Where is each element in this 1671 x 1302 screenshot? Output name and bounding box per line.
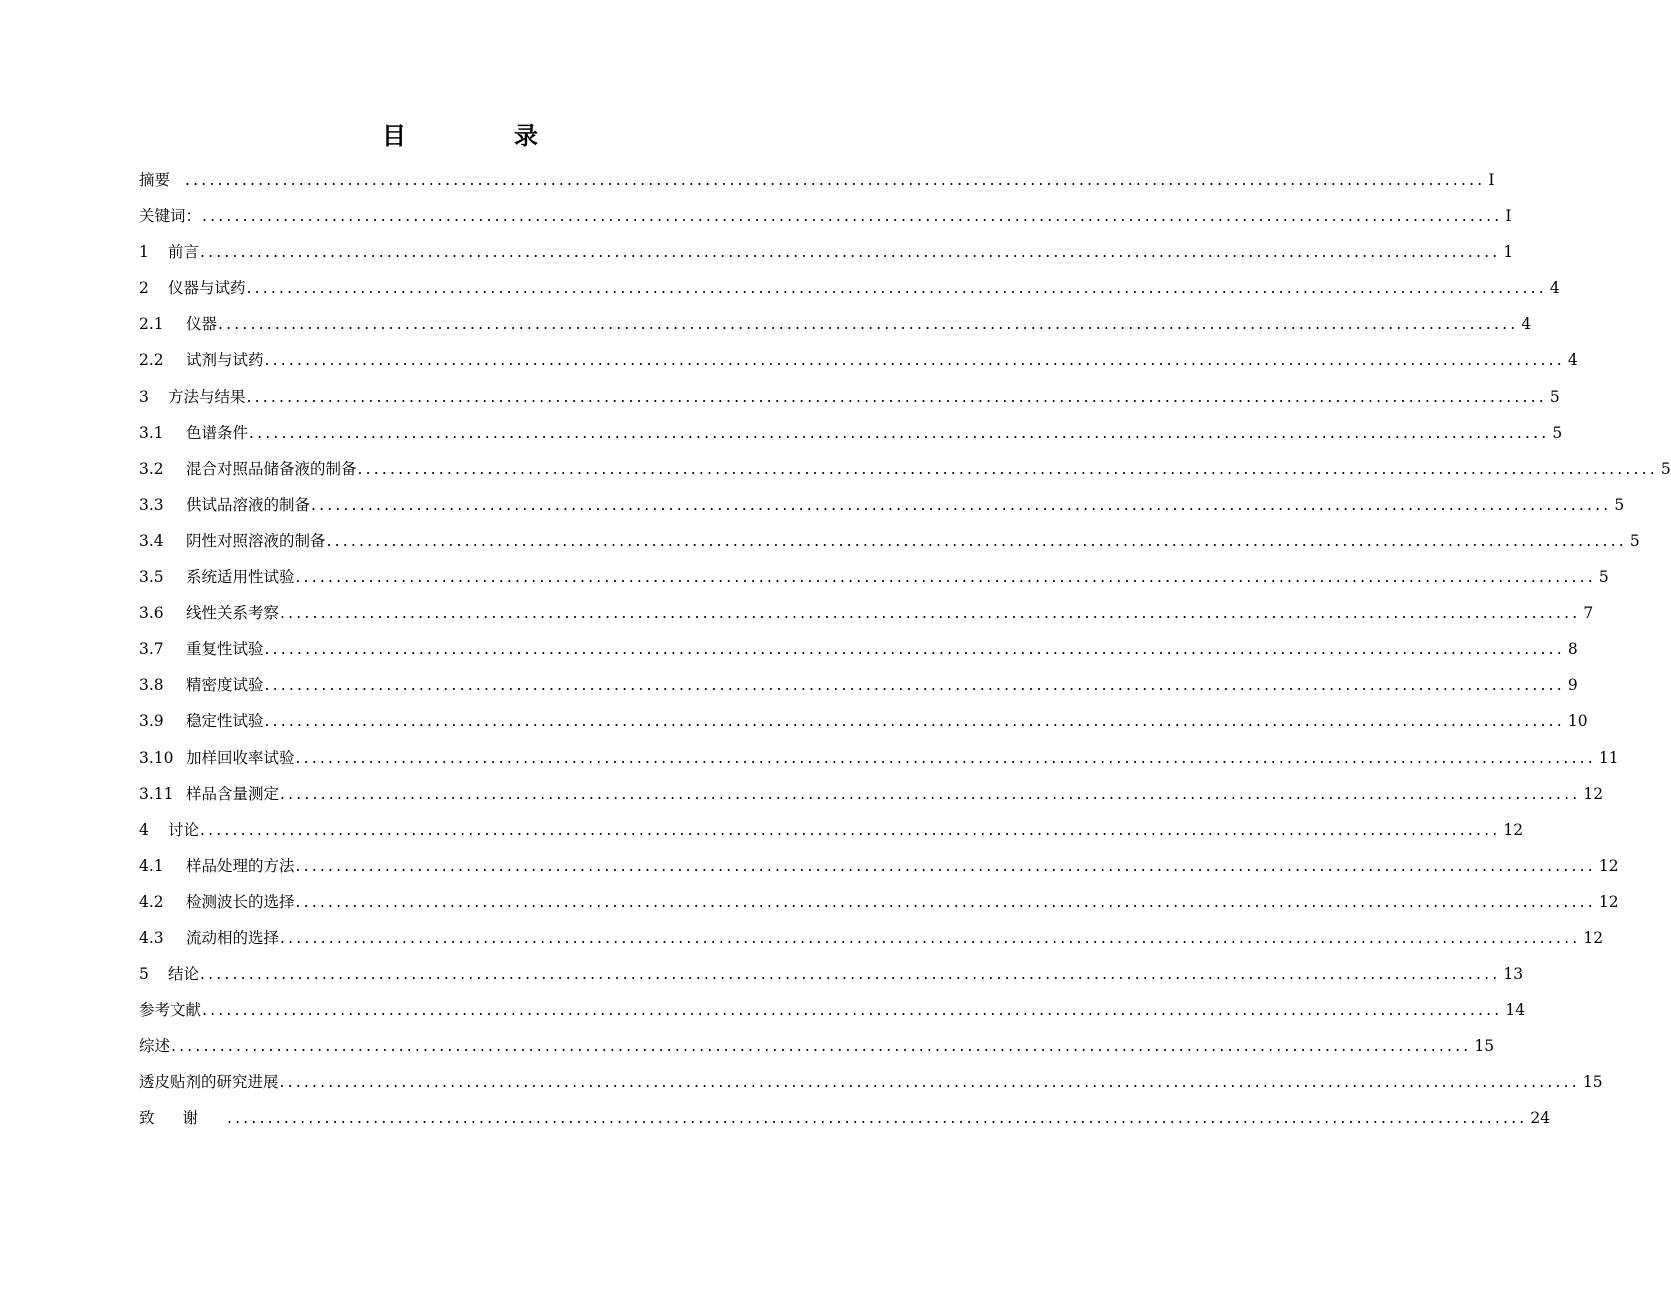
toc-entry-number: 5 (139, 965, 149, 984)
toc-entry-number: 1 (139, 243, 149, 262)
toc-dot-leader: ................................................................................................................................................................ (249, 423, 1550, 442)
toc-dot-leader: ................................................................................................................................................................ (264, 712, 1565, 731)
toc-entry (139, 667, 1578, 703)
toc-entry-page: I (1488, 171, 1495, 189)
toc-entry-number: 2.1 (139, 315, 164, 334)
toc-dot-leader: ................................................................................................................................................................ (185, 171, 1486, 189)
toc-entry-page: 13 (1503, 965, 1524, 984)
toc-entry-label: 综述 (139, 1037, 171, 1056)
toc-entry-label: 关键词： (139, 207, 202, 226)
toc-entry-number: 3.4 (139, 531, 164, 550)
toc-entry-page: 14 (1505, 1001, 1526, 1020)
toc-entry-page: 8 (1567, 640, 1578, 659)
toc-entry-label: 色谱条件 (186, 423, 249, 442)
toc-entry-number: 3.5 (139, 568, 164, 587)
toc-entry-page: 4 (1549, 279, 1560, 298)
toc-entry-label: 检测波长的选择 (186, 892, 295, 911)
toc-dot-leader: ................................................................................................................................................................ (200, 243, 1501, 262)
toc-entry (139, 306, 1532, 342)
toc-entry-number: 4 (139, 820, 149, 839)
toc-entry-number: 3.1 (139, 423, 164, 442)
toc-dot-leader: ................................................................................................................................................................ (280, 604, 1581, 623)
toc-entry (139, 740, 1619, 776)
toc-entry (139, 487, 1625, 523)
toc-dot-leader: ................................................................................................................................................................ (295, 892, 1596, 911)
toc-entry-page: 12 (1598, 892, 1619, 911)
toc-entry-page: 5 (1598, 568, 1609, 587)
toc-entry-label: 系统适用性试验 (186, 568, 295, 587)
toc-dot-leader: ................................................................................................................................................................ (279, 1073, 1580, 1092)
toc-entry (139, 595, 1594, 631)
toc-dot-leader: ................................................................................................................................................................ (326, 531, 1627, 550)
toc-dot-leader: ................................................................................................................................................................ (295, 856, 1596, 875)
toc-entry-page: 9 (1567, 676, 1578, 695)
toc-entry-number: 4.3 (139, 928, 164, 947)
toc-dot-leader: ................................................................................................................................................................ (295, 568, 1596, 587)
toc-entry-label: 流动相的选择 (186, 928, 280, 947)
toc-entry-label: 线性关系考察 (186, 604, 280, 623)
toc-entry-label: 加样回收率试验 (186, 748, 295, 767)
toc-entry-number: 4.1 (139, 856, 164, 875)
toc-entry-number: 3.6 (139, 604, 164, 623)
toc-entry-number: 3.3 (139, 495, 164, 514)
toc-dot-leader: ................................................................................................................................................................ (202, 1001, 1503, 1020)
toc-dot-leader: ................................................................................................................................................................ (264, 676, 1565, 695)
toc-entry (139, 342, 1578, 378)
toc-entry-label: 讨论 (168, 820, 200, 839)
toc-entry-label: 供试品溶液的制备 (186, 495, 311, 514)
toc-entry-label: 摘要 (139, 171, 171, 189)
toc-entry (139, 1100, 1551, 1136)
toc-entry-number: 2 (139, 279, 149, 298)
toc-dot-leader: ................................................................................................................................................................ (202, 207, 1503, 226)
toc-entry (139, 848, 1619, 884)
toc-entry-page: 10 (1567, 712, 1588, 731)
toc-entry (139, 1028, 1495, 1064)
toc-title: 目 录 (382, 122, 580, 150)
toc-entry-label: 重复性试验 (186, 640, 264, 659)
toc-entry (139, 884, 1619, 920)
toc-entry-label: 仪器与试药 (168, 279, 246, 298)
toc-entry-page: 15 (1474, 1037, 1495, 1056)
toc-entry-label: 透皮贴剂的研究进展 (139, 1073, 279, 1092)
toc-entry-label: 方法与结果 (168, 387, 246, 406)
toc-entry-label: 前言 (168, 243, 200, 262)
toc-entry-label: 混合对照品储备液的制备 (186, 459, 357, 478)
toc-dot-leader: ................................................................................................................................................................ (171, 1037, 1472, 1056)
toc-dot-leader: ................................................................................................................................................................ (264, 640, 1565, 659)
toc-entry-page: 5 (1660, 459, 1671, 478)
toc-entry-page: 15 (1582, 1073, 1603, 1092)
toc-entry-label: 仪器 (186, 315, 218, 334)
toc-dot-leader: ................................................................................................................................................................ (246, 279, 1547, 298)
toc-entry (139, 956, 1524, 992)
toc-dot-leader: ................................................................................................................................................................ (295, 748, 1596, 767)
toc-entry-page: 7 (1583, 604, 1594, 623)
toc-entry-number: 3.7 (139, 640, 164, 659)
toc-entry-page: 4 (1521, 315, 1532, 334)
toc-entry (139, 270, 1560, 306)
toc-entry-page: 5 (1629, 531, 1640, 550)
toc-entry-label: 阴性对照溶液的制备 (186, 531, 326, 550)
toc-entry (139, 379, 1560, 415)
toc-dot-leader: ................................................................................................................................................................ (227, 1109, 1528, 1128)
toc-entry-label: 结论 (168, 965, 200, 984)
toc-entry-page: 5 (1552, 423, 1563, 442)
toc-entry-number: 3 (139, 387, 149, 406)
toc-dot-leader: ................................................................................................................................................................ (311, 495, 1612, 514)
toc-entry-page: 5 (1614, 495, 1625, 514)
toc-dot-leader: ................................................................................................................................................................ (218, 315, 1519, 334)
toc-entry (139, 812, 1524, 848)
toc-entry-page: 11 (1598, 748, 1619, 767)
toc-entry-number: 3.9 (139, 712, 164, 731)
toc-dot-leader: ................................................................................................................................................................ (280, 784, 1581, 803)
toc-dot-leader: ................................................................................................................................................................ (200, 820, 1501, 839)
toc-entry-number: 3.11 (139, 784, 174, 803)
toc-dot-leader: ................................................................................................................................................................ (264, 351, 1565, 370)
toc-entry (139, 523, 1640, 559)
toc-dot-leader: ................................................................................................................................................................ (280, 928, 1581, 947)
toc-entry (139, 162, 1495, 198)
toc-entry-page: 4 (1567, 351, 1578, 370)
toc-entry (139, 451, 1671, 487)
toc-entry-label: 参考文献 (139, 1001, 202, 1020)
toc-entry (139, 631, 1578, 667)
toc-entry-label: 试剂与试药 (186, 351, 264, 370)
toc-entry-number: 3.8 (139, 676, 164, 695)
toc-entry (139, 920, 1604, 956)
toc-entry-page: 12 (1598, 856, 1619, 875)
toc-entry-page: 5 (1549, 387, 1560, 406)
toc-entry-label: 样品处理的方法 (186, 856, 295, 875)
toc-entry-number: 3.2 (139, 459, 164, 478)
toc-dot-leader: ................................................................................................................................................................ (246, 387, 1547, 406)
toc-entry (139, 198, 1512, 234)
toc-entry-number: 2.2 (139, 351, 164, 370)
toc-entry (139, 703, 1588, 739)
toc-entry-page: 24 (1530, 1109, 1551, 1128)
table-of-contents (139, 162, 1671, 1137)
toc-entry (139, 776, 1604, 812)
toc-entry-number: 3.10 (139, 748, 174, 767)
toc-entry-label: 样品含量测定 (186, 784, 280, 803)
toc-entry (139, 234, 1514, 270)
toc-entry-page: 12 (1583, 928, 1604, 947)
toc-entry-label: 稳定性试验 (186, 712, 264, 731)
toc-dot-leader: ................................................................................................................................................................ (200, 965, 1501, 984)
toc-entry-label: 致谢 (139, 1109, 227, 1128)
toc-entry-page: 12 (1503, 820, 1524, 839)
toc-entry (139, 415, 1563, 451)
toc-entry-page: I (1505, 207, 1512, 226)
toc-dot-leader: ................................................................................................................................................................ (357, 459, 1658, 478)
toc-entry (139, 992, 1526, 1028)
toc-entry-number: 4.2 (139, 892, 164, 911)
toc-entry-page: 1 (1503, 243, 1514, 262)
toc-entry-label: 精密度试验 (186, 676, 264, 695)
toc-entry-page: 12 (1583, 784, 1604, 803)
toc-entry (139, 1064, 1603, 1100)
toc-entry (139, 559, 1609, 595)
